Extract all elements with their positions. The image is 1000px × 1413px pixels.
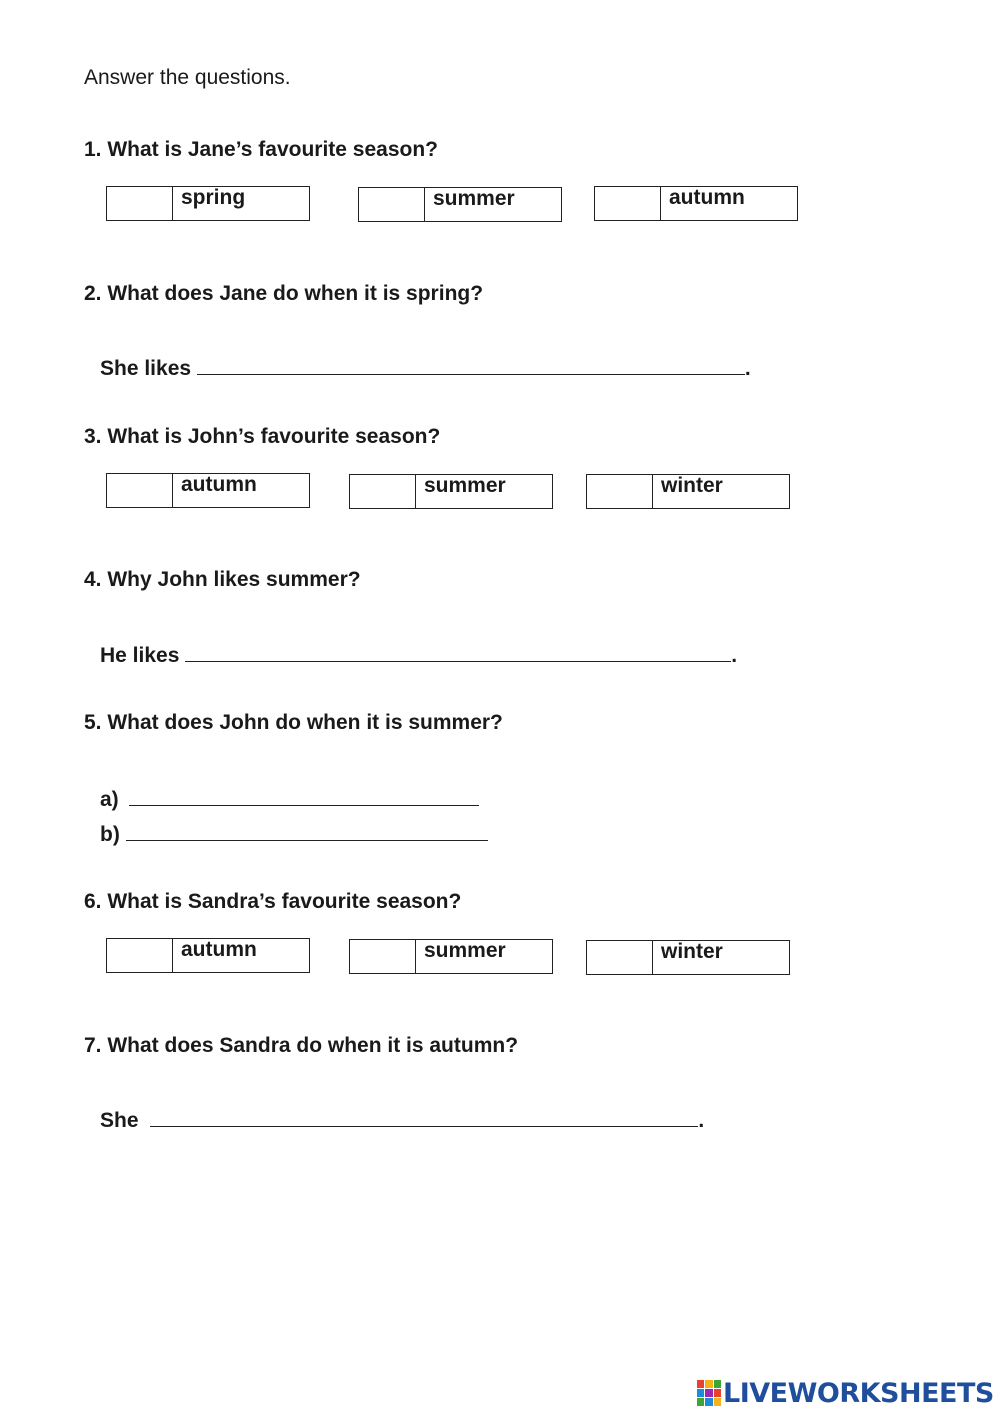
question-1: 1. What is Jane’s favourite season?: [84, 138, 439, 161]
option-q3-winter[interactable]: [586, 474, 790, 509]
option-q6-winter[interactable]: [586, 940, 790, 975]
checkbox[interactable]: [107, 474, 173, 507]
option-q6-autumn[interactable]: [106, 938, 310, 973]
answer-suffix: .: [744, 357, 751, 380]
option-label: summer: [433, 187, 515, 210]
answer-prefix: She: [100, 1109, 139, 1132]
answer-prefix: He likes: [100, 644, 180, 667]
question-6: 6. What is Sandra’s favourite season?: [84, 890, 462, 913]
answer-line-q7: [100, 1106, 704, 1133]
checkbox[interactable]: [587, 941, 653, 974]
answer-prefix: She likes: [100, 357, 192, 380]
answer-input[interactable]: [197, 354, 745, 375]
liveworksheets-logo: [697, 1377, 994, 1409]
question-5: 5. What does John do when it is summer?: [84, 711, 503, 734]
answer-input[interactable]: [150, 1106, 698, 1127]
question-2: 2. What does Jane do when it is spring?: [84, 282, 484, 305]
option-q1-spring[interactable]: [106, 186, 310, 221]
option-q3-summer[interactable]: [349, 474, 553, 509]
checkbox[interactable]: [107, 939, 173, 972]
option-label: winter: [661, 940, 723, 963]
logo-icon: [697, 1380, 721, 1406]
answer-line-q2: [100, 354, 751, 381]
instruction: Answer the questions.: [84, 66, 291, 89]
question-4: 4. Why John likes summer?: [84, 568, 361, 591]
checkbox[interactable]: [107, 187, 173, 220]
answer-line-q5-a: [100, 785, 479, 812]
option-label: autumn: [669, 186, 745, 209]
option-q3-autumn[interactable]: [106, 473, 310, 508]
answer-suffix: .: [698, 1109, 705, 1132]
checkbox[interactable]: [587, 475, 653, 508]
option-q6-summer[interactable]: [349, 939, 553, 974]
checkbox[interactable]: [359, 188, 425, 221]
answer-suffix: .: [731, 644, 738, 667]
option-q1-autumn[interactable]: [594, 186, 798, 221]
option-label: summer: [424, 939, 506, 962]
checkbox[interactable]: [595, 187, 661, 220]
option-label: spring: [181, 186, 246, 209]
question-3: 3. What is John’s favourite season?: [84, 425, 441, 448]
answer-input[interactable]: [126, 820, 488, 841]
sub-label: a): [100, 788, 119, 811]
option-q1-summer[interactable]: [358, 187, 562, 222]
checkbox[interactable]: [350, 940, 416, 973]
logo-text: LIVEWORKSHEETS: [723, 1377, 994, 1409]
option-label: autumn: [181, 473, 257, 496]
answer-line-q5-b: [100, 820, 488, 847]
sub-label: b): [100, 823, 120, 846]
answer-input[interactable]: [185, 641, 731, 662]
answer-line-q4: [100, 641, 737, 668]
checkbox[interactable]: [350, 475, 416, 508]
question-7: 7. What does Sandra do when it is autumn?: [84, 1034, 519, 1057]
answer-input[interactable]: [129, 785, 479, 806]
option-label: autumn: [181, 938, 257, 961]
option-label: winter: [661, 474, 723, 497]
option-label: summer: [424, 474, 506, 497]
